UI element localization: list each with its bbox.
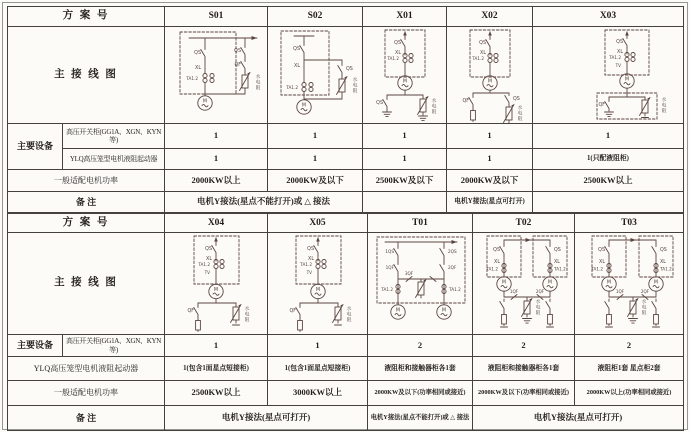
scheme-table xyxy=(7,6,684,431)
label-liquid-resistor: 水电阻 xyxy=(351,77,357,93)
label-qs: QS xyxy=(616,40,623,45)
s2-power-x04: 2500KW以上 xyxy=(165,381,268,406)
s1-remark-x02: 电机Y接法(星点可打开) xyxy=(447,192,533,213)
label-ta: TA1.2 xyxy=(387,56,399,61)
s1-scheme-row xyxy=(8,7,684,27)
label-ta: TA1.2 xyxy=(186,76,198,81)
s1-switchgear-label: 高压开关柜(GG1A、XGN、KYN等) xyxy=(63,124,165,149)
label-tv: TV xyxy=(204,270,210,275)
label-motor: M xyxy=(653,280,659,286)
label-xl: XL xyxy=(395,51,401,56)
s1-power-label: 一般适配电机功率 xyxy=(8,170,165,192)
label-qs: QS xyxy=(493,248,500,253)
s1-starter-s01: 1 xyxy=(165,149,268,170)
label-qf: QF xyxy=(598,103,605,108)
s2-scheme-t01: T01 xyxy=(368,214,473,233)
s2-diagram-label: 主 接 线 图 xyxy=(8,233,165,335)
s1-scheme-x03: X03 xyxy=(533,7,684,27)
s1-starter-label: YLQ高压笼型电机液阻起动器 xyxy=(63,149,165,170)
s1-switchgear-x02: 1 xyxy=(447,124,533,149)
s2-remark-t01: 电机Y接法(星点不能打开)或 △ 接法 xyxy=(368,406,473,431)
s2-power-t01: 2000KW及以下(功率相同或接近) xyxy=(368,381,473,406)
label-qs: QS xyxy=(660,248,667,253)
s2-switchgear-t03: 2 xyxy=(575,335,684,357)
s2-switchgear-t01: 2 xyxy=(368,335,473,357)
label-1qf: 1QF xyxy=(509,289,519,294)
diagram-cell-s02 xyxy=(268,27,363,124)
label-liquid-resistor: 水电阻 xyxy=(345,306,351,322)
s2-remark-row xyxy=(8,406,684,431)
diagram-cell-t02 xyxy=(473,233,575,335)
s2-switchgear-t02: 2 xyxy=(473,335,575,357)
label-xl: XL xyxy=(195,66,201,71)
label-qs: QS xyxy=(194,51,201,56)
label-2qf: 2QF xyxy=(448,265,457,270)
s1-remark-label: 备 注 xyxy=(8,192,165,213)
label-3qf: 3QF xyxy=(404,271,414,276)
label-qs: QS xyxy=(479,41,486,46)
label-2qf: 2QF xyxy=(640,289,650,294)
s1-remark-x01 xyxy=(363,192,447,213)
s1-starter-s02: 1 xyxy=(268,149,363,170)
label-qs: QS xyxy=(554,248,561,253)
s1-scheme-s02: S02 xyxy=(268,7,363,27)
diagram-cell-t01 xyxy=(368,233,473,335)
label-xl: XL xyxy=(554,260,560,265)
label-ta: TA1.2 xyxy=(381,287,393,292)
diagram-cell-x01 xyxy=(363,27,447,124)
label-ta: TA1.2 xyxy=(449,287,461,292)
diagram-cell-x05 xyxy=(268,233,368,335)
label-tv: TV xyxy=(306,270,312,275)
label-liquid-resistor: 水电阻 xyxy=(640,299,646,315)
s1-diagram-label: 主 接 线 图 xyxy=(8,27,165,124)
label-qs: QS xyxy=(394,41,401,46)
s2-remark-t02-t03: 电机Y接法(星点可打开) xyxy=(473,406,684,431)
label-qs: QS xyxy=(598,248,605,253)
s2-scheme-t02: T02 xyxy=(473,214,575,233)
label-liquid-resistor: 水电阻 xyxy=(254,74,260,90)
label-motor: M xyxy=(547,280,553,286)
s2-switchgear-label: 高压开关柜(GG1A、XGN、KYN等) xyxy=(63,335,165,357)
label-xl: XL xyxy=(660,260,666,265)
label-qf: QF xyxy=(234,63,241,68)
label-qs: QS xyxy=(234,49,241,54)
label-qs: QS xyxy=(205,247,212,252)
diagram-s02 xyxy=(268,27,363,123)
s1-power-s02: 2000KW及以下 xyxy=(268,170,363,192)
s2-switchgear-x05: 1 xyxy=(268,335,368,357)
label-xl: XL xyxy=(494,260,500,265)
s2-scheme-x04: X04 xyxy=(165,214,268,233)
label-ta: TA1.2 xyxy=(609,55,621,60)
s2-power-t02: 2000KW及以下(功率相同或接近) xyxy=(473,381,575,406)
s1-scheme-x01: X01 xyxy=(363,7,447,27)
label-ta: TA1.2 xyxy=(286,85,298,90)
label-1qs: 1QS xyxy=(385,249,394,254)
s2-switchgear-row xyxy=(8,335,684,357)
label-xl: XL xyxy=(206,257,212,262)
s1-remark-s01-s02: 电机Y接法(星点不能打开)或 △ 接法 xyxy=(165,192,363,213)
s1-starter-row xyxy=(8,149,684,170)
label-qs: QS xyxy=(293,47,300,52)
s2-power-label: 一般适配电机功率 xyxy=(8,381,165,406)
s2-remark-label: 备 注 xyxy=(8,406,165,431)
s1-switchgear-x03: 1 xyxy=(533,124,684,149)
s1-equipment-label: 主要设备 xyxy=(8,124,63,170)
label-qf: QF xyxy=(187,309,194,314)
s2-scheme-t03: T03 xyxy=(575,214,684,233)
s1-diagram-row xyxy=(8,27,684,124)
diagram-t02 xyxy=(473,233,575,334)
s2-power-t03: 2000KW以上(功率相同或接近) xyxy=(575,381,684,406)
s1-scheme-label: 方 案 号 xyxy=(8,7,165,27)
diagram-cell-s01 xyxy=(165,27,268,124)
s1-switchgear-row xyxy=(8,124,684,149)
s1-remark-x03 xyxy=(533,192,684,213)
label-ta: TA1.2 xyxy=(554,266,566,272)
label-ta: TA1.2 xyxy=(300,262,312,267)
label-ta: TA1.2 xyxy=(486,266,498,272)
s1-power-row xyxy=(8,170,684,192)
s2-switchgear-x04: 1 xyxy=(165,335,268,357)
label-motor: M xyxy=(395,308,401,314)
s2-starter-label: YLQ高压笼型电机液阻起动器 xyxy=(8,357,165,381)
label-motor: M xyxy=(441,308,447,314)
s2-power-x05: 3000KW以上 xyxy=(268,381,368,406)
diagram-x02 xyxy=(447,27,533,123)
label-qs: QS xyxy=(513,97,520,102)
diagram-cell-x02 xyxy=(447,27,533,124)
label-qs: QS xyxy=(307,247,314,252)
s2-diagram-row xyxy=(8,233,684,335)
s2-scheme-row xyxy=(8,214,684,233)
label-xl: XL xyxy=(308,257,314,262)
s2-remark-x04-x05: 电机Y接法(星点可打开) xyxy=(165,406,368,431)
label-xl: XL xyxy=(599,260,605,265)
label-qs: QS xyxy=(346,67,353,72)
s2-starter-x04: 1(包含1面星点短接柜) xyxy=(165,357,268,381)
s2-starter-t01: 液阻柜和接触器柜各1套 xyxy=(368,357,473,381)
label-liquid-resistor: 水电阻 xyxy=(243,306,249,322)
label-1qf: 1QF xyxy=(385,265,394,270)
s1-switchgear-s01: 1 xyxy=(165,124,268,149)
label-motor: M xyxy=(501,280,507,286)
label-motor: M xyxy=(315,287,321,293)
s1-power-x03: 2500KW以上 xyxy=(533,170,684,192)
s1-starter-x01: 1 xyxy=(363,149,447,170)
label-liquid-resistor: 水电阻 xyxy=(430,98,436,114)
label-motor: M xyxy=(402,79,408,85)
s2-scheme-x05: X05 xyxy=(268,214,368,233)
label-ta: TA1.2 xyxy=(591,266,603,272)
diagram-x03 xyxy=(533,27,684,123)
label-2qs: 2QS xyxy=(448,249,457,254)
label-tv: TV xyxy=(615,63,621,68)
s2-starter-t02: 液阻柜和接触器柜各1套 xyxy=(473,357,575,381)
s1-remark-row xyxy=(8,192,684,213)
diagram-x05 xyxy=(268,233,368,334)
label-qf: QF xyxy=(462,99,469,104)
s2-starter-x05: 1(包含1面星点短接柜) xyxy=(268,357,368,381)
s1-power-x02: 2000KW及以下 xyxy=(447,170,533,192)
label-ta: TA1.2 xyxy=(660,266,672,272)
diagram-cell-t03 xyxy=(575,233,684,335)
section1-table xyxy=(7,6,684,213)
label-motor: M xyxy=(301,103,307,109)
diagram-t01 xyxy=(368,233,473,334)
s2-starter-t03: 液阻柜1套 星点柜2套 xyxy=(575,357,684,381)
label-ta: TA1.2 xyxy=(472,56,484,61)
label-motor: M xyxy=(213,287,219,293)
label-1qf: 1QF xyxy=(615,289,625,294)
s2-scheme-label: 方 案 号 xyxy=(8,214,165,233)
diagram-s01 xyxy=(165,27,268,123)
diagram-x04 xyxy=(165,233,268,334)
label-liquid-resistor: 水电阻 xyxy=(516,105,522,121)
label-qs: QS xyxy=(376,101,383,106)
label-qf: QF xyxy=(289,309,296,314)
s1-power-x01: 2500KW及以下 xyxy=(363,170,447,192)
label-liquid-resistor: 水电阻 xyxy=(534,299,540,315)
s1-starter-x02: 1 xyxy=(447,149,533,170)
s1-scheme-s01: S01 xyxy=(165,7,268,27)
label-2qf: 2QF xyxy=(535,289,545,294)
label-motor: M xyxy=(487,79,493,85)
s2-starter-row xyxy=(8,357,684,381)
s1-switchgear-s02: 1 xyxy=(268,124,363,149)
diagram-cell-x04 xyxy=(165,233,268,335)
label-ta: TA1.2 xyxy=(198,262,210,267)
s1-switchgear-x01: 1 xyxy=(363,124,447,149)
s1-power-s01: 2000KW以上 xyxy=(165,170,268,192)
diagram-x01 xyxy=(363,27,447,123)
s2-power-row xyxy=(8,381,684,406)
label-motor: M xyxy=(606,280,612,286)
diagram-cell-x03 xyxy=(533,27,684,124)
label-xl: XL xyxy=(617,50,623,55)
label-xl: XL xyxy=(480,51,486,56)
label-motor: M xyxy=(202,99,208,105)
label-motor: M xyxy=(624,77,630,83)
s2-equipment-label: 主要设备 xyxy=(8,335,63,357)
section2-table xyxy=(7,213,684,431)
diagram-t03 xyxy=(575,233,684,334)
s1-scheme-x02: X02 xyxy=(447,7,533,27)
label-xl: XL xyxy=(294,64,300,69)
s1-starter-x03: 1(只配液阻柜) xyxy=(533,149,684,170)
label-liquid-resistor: 水电阻 xyxy=(660,97,666,113)
